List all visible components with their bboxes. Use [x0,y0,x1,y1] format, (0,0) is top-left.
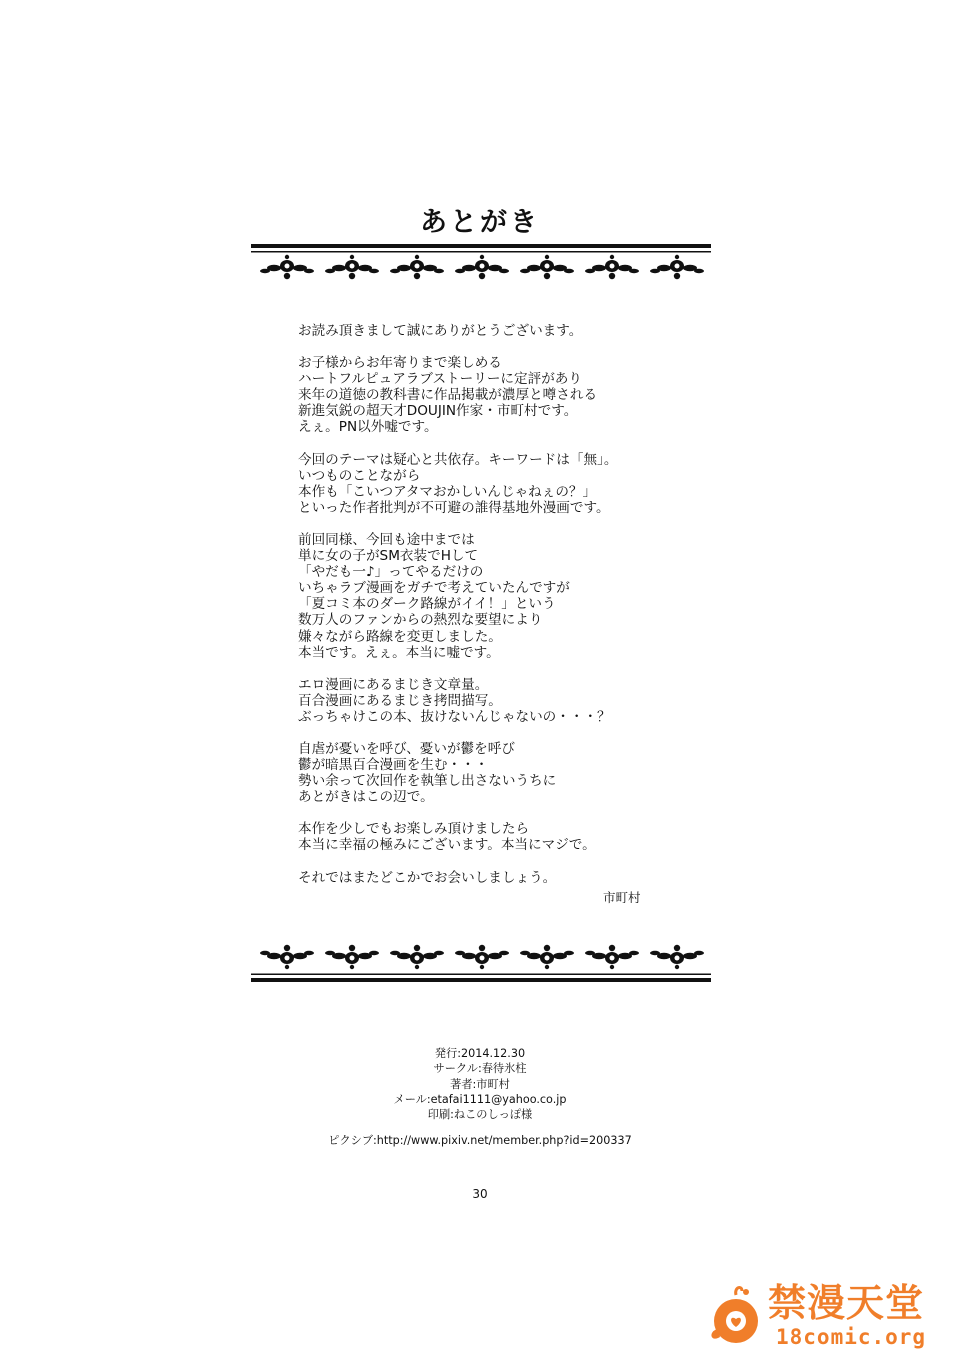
afterword-line: いちゃラブ漫画をガチで考えていたんですが [298,580,570,597]
afterword-line: 本作も「こいつアタマおかしいんじゃねぇの？」 [298,483,597,500]
colophon-published: 発行:2014.12.30 [434,1047,526,1060]
bottom-ornament-divider [251,938,711,982]
afterword-line: 嫌々ながら路線を変更しました。 [298,628,502,645]
colophon [300,1046,660,1149]
afterword-line: 百合漫画にあるまじき拷問描写。 [298,692,502,709]
orange-mascot-icon [706,1283,770,1347]
afterword-line: あとがきはこの辺で。 [298,789,434,806]
afterword-line: といった作者批判が不可避の誰得基地外漫画です。 [298,499,610,516]
afterword-line: 本作を少しでもお楽しみ頂けましたら [298,821,530,838]
afterword-line: 勢い余って次回作を執筆し出さないうちに [298,773,557,790]
afterword-line: ハートフルピュアラブストーリーに定評があり [298,371,582,388]
afterword-paragraph [298,821,668,853]
watermark-site-name: 禁漫天堂 [768,1281,925,1325]
afterword-line: 「やだも一♪」ってやるだけの [298,564,484,581]
afterword-line: お子様からお年寄りまで楽しめる [298,355,502,372]
afterword-line: いつものことながら [298,467,421,484]
top-ornament-divider [251,244,711,288]
colophon-circle: サークル:春待氷柱 [433,1062,527,1076]
afterword-line: ぶっちゃけこの本、抜けないんじゃないの・・・？ [298,708,611,725]
afterword-line: 「夏コミ本のダーク路線がイイ！」という [298,596,556,613]
afterword-line: それではまたどこかでお会いしましょう。 [298,869,557,886]
afterword-paragraph [298,870,668,886]
afterword-line: 来年の道徳の教科書に作品掲載が濃厚と噂される [298,387,598,404]
afterword-paragraph [298,355,668,435]
page-title: あとがき [420,207,540,238]
afterword-line: お読み頂きまして誠にありがとうございます。 [298,323,583,339]
watermark-site-url: 18comic.org [776,1325,927,1349]
afterword-paragraph [298,741,668,805]
afterword-line: 鬱が暗黒百合漫画を生む・・・ [298,757,489,774]
afterword-line: 自虐が憂いを呼び、憂いが鬱を呼び [298,740,515,757]
afterword-line: 本当に幸福の極みにございます。本当にマジで。 [298,837,596,854]
afterword-body [298,323,668,902]
colophon-author: 著者:市町村 [450,1077,510,1091]
afterword-paragraph [298,452,668,516]
site-watermark [706,1277,926,1351]
afterword-line: エロ漫画にあるまじき文章量。 [298,676,489,693]
afterword-line: 数万人のファンからの熱烈な要望により [298,612,543,629]
afterword-line: 前回同様、今回も途中までは [298,531,475,548]
afterword-line: 今回のテーマは疑心と共依存。キーワードは「無」。 [298,451,618,468]
colophon-printing: 印刷:ねこのしっぽ様 [427,1108,533,1122]
author-signature: 市町村 [603,890,641,905]
afterword-paragraph [298,532,668,661]
colophon-mail: メール:etafai1111@yahoo.co.jp [393,1092,567,1106]
afterword-paragraph [298,677,668,725]
afterword-line: 単に女の子がSM衣装でHして [298,548,479,565]
page-number: 30 [472,1187,488,1201]
afterword-line: 本当です。えぇ。本当に嘘です。 [298,644,500,661]
afterword-paragraph [298,323,668,339]
colophon-pixiv: ピクシブ:http://www.pixiv.net/member.php?id=200337 [328,1134,632,1148]
afterword-line: 新進気鋭の超天才DOUJIN作家・市町村です。 [298,403,578,420]
afterword-line: えぇ。PN以外嘘です。 [298,419,438,436]
